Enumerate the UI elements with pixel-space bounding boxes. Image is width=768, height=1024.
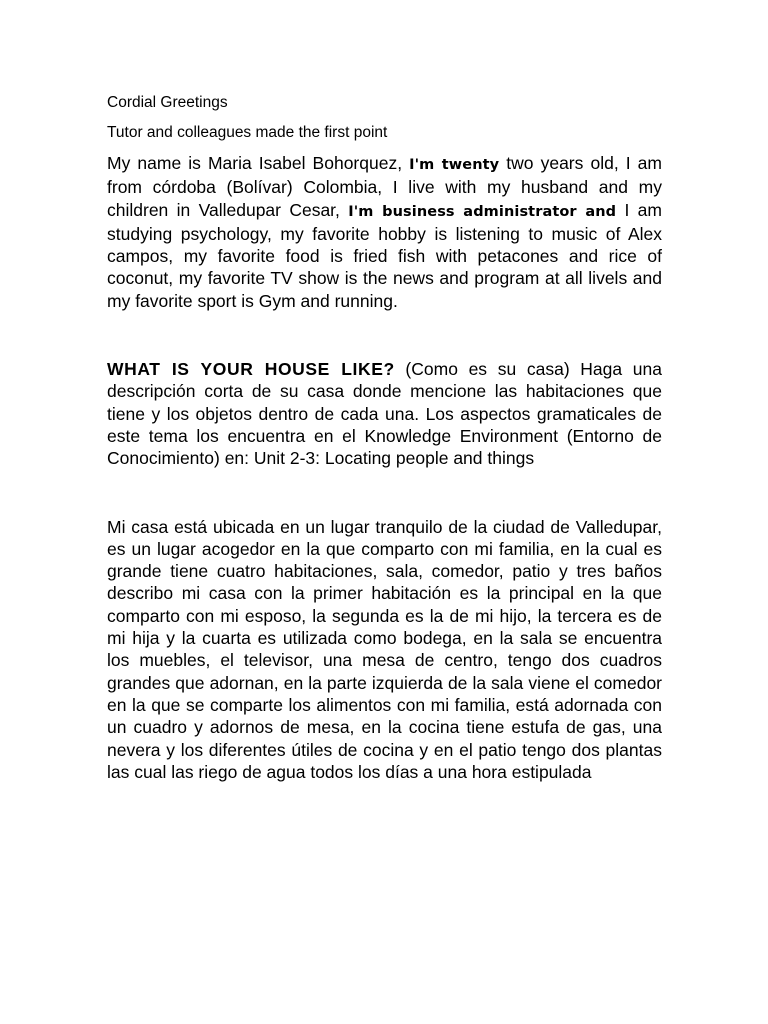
task-title: WHAT IS YOUR HOUSE LIKE?	[107, 359, 395, 380]
task-paragraph	[107, 358, 662, 469]
introduction-text-1: My name is Maria Isabel Bohorquez,	[107, 153, 410, 173]
introduction-text-2: two years old, I am from córdoba (Bolívar) Colombia, I live with my husband and my children in Valledupar Cesar,	[107, 153, 662, 220]
introduction-text-3: I am studying psychology, my favorite hobby is listening to music of Alex campos, my favorite food is fried fish with petacones and rice of coconut, my favorite TV show is the news and program at all livels and my favorite sport is Gym and running.	[107, 199, 662, 311]
introduction-paragraph	[107, 152, 662, 312]
spacer	[107, 470, 662, 516]
document-page	[107, 88, 662, 783]
task-instructions: (Como es su casa) Haga una descripción corta de su casa donde mencione las habitaciones que tiene y los objetos dentro de cada una. Los aspectos gramaticales de este tema los encuentra en el Knowledge Environment (Entorno de Conocimiento) en: Unit 2-3: Locating people and things	[107, 359, 662, 469]
intro-line: Tutor and colleagues made the first point	[107, 124, 388, 141]
greeting-line: Cordial Greetings	[107, 94, 228, 111]
house-description-paragraph: Mi casa está ubicada en un lugar tranquilo de la ciudad de Valledupar, es un lugar acogedor en la que comparto con mi familia, en la cual es grande tiene cuatro habitaciones, sala, comedor, patio y tres baños describo mi casa con la primer habitación es la principal en la que comparto con mi esposo, la segunda es la de mi hijo, la tercera es de mi hija y la cuarta es utilizada como bodega, en la sala se encuentra los muebles, el televisor, una mesa de centro, tengo dos cuadros grandes que adornan, en la parte izquierda de la sala viene el comedor en la que se comparte los alimentos con mi familia, está adornada con un cuadro y adornos de mesa, en la cocina tiene estufa de gas, una nevera y los diferentes útiles de cocina y en el patio tengo dos plantas las cual las riego de agua todos los días a una hora estipulada	[107, 516, 662, 782]
introduction-bold-age: I'm twenty	[409, 157, 500, 173]
spacer	[107, 312, 662, 358]
introduction-bold-profession: I'm business administrator and	[348, 203, 617, 220]
